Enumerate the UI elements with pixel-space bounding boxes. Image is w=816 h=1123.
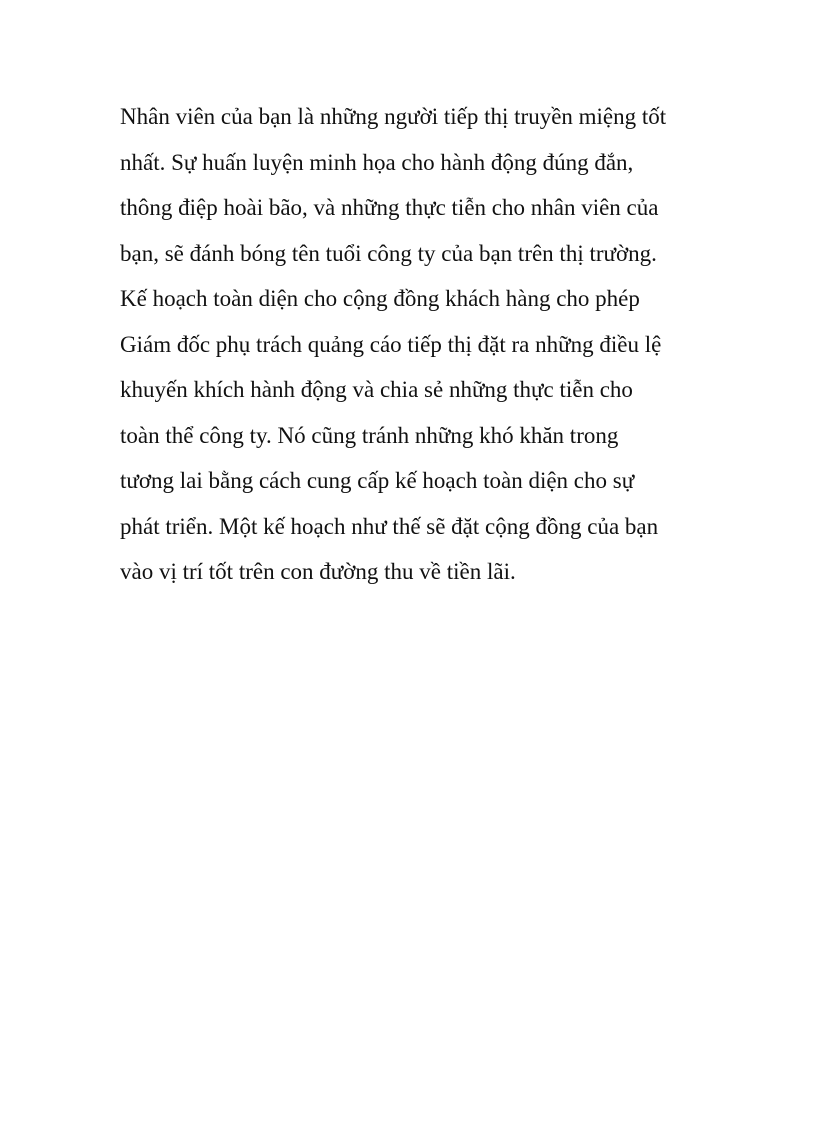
paragraph-line: khuyến khích hành động và chia sẻ những thực tiễn cho (120, 377, 633, 402)
paragraph-line: Giám đốc phụ trách quảng cáo tiếp thị đặt ra những điều lệ (120, 331, 662, 357)
paragraph-line: vào vị trí tốt trên con đường thu về tiền lãi. (120, 559, 516, 584)
paragraph-line: phát triển. Một kế hoạch như thế sẽ đặt cộng đồng của bạn (120, 513, 659, 539)
paragraph-1 (120, 94, 710, 276)
paragraph-line: thông điệp hoài bão, và những thực tiễn cho nhân viên của (120, 195, 659, 220)
paragraph-line: Kế hoạch toàn diện cho cộng đồng khách hàng cho phép (120, 286, 640, 311)
paragraph-line: nhất. Sự huấn luyện minh họa cho hành động đúng đắn, (120, 149, 634, 175)
paragraph-line: Nhân viên của bạn là những người tiếp thị truyền miệng tốt (120, 104, 667, 129)
paragraph-line: toàn thể công ty. Nó cũng tránh những khó khăn trong (120, 422, 619, 448)
paragraph-2 (120, 276, 710, 595)
paragraph-line: bạn, sẽ đánh bóng tên tuổi công ty của bạn trên thị trường. (120, 240, 657, 266)
paragraph-line: tương lai bằng cách cung cấp kế hoạch toàn diện cho sự (120, 468, 635, 493)
body-text (120, 94, 710, 595)
